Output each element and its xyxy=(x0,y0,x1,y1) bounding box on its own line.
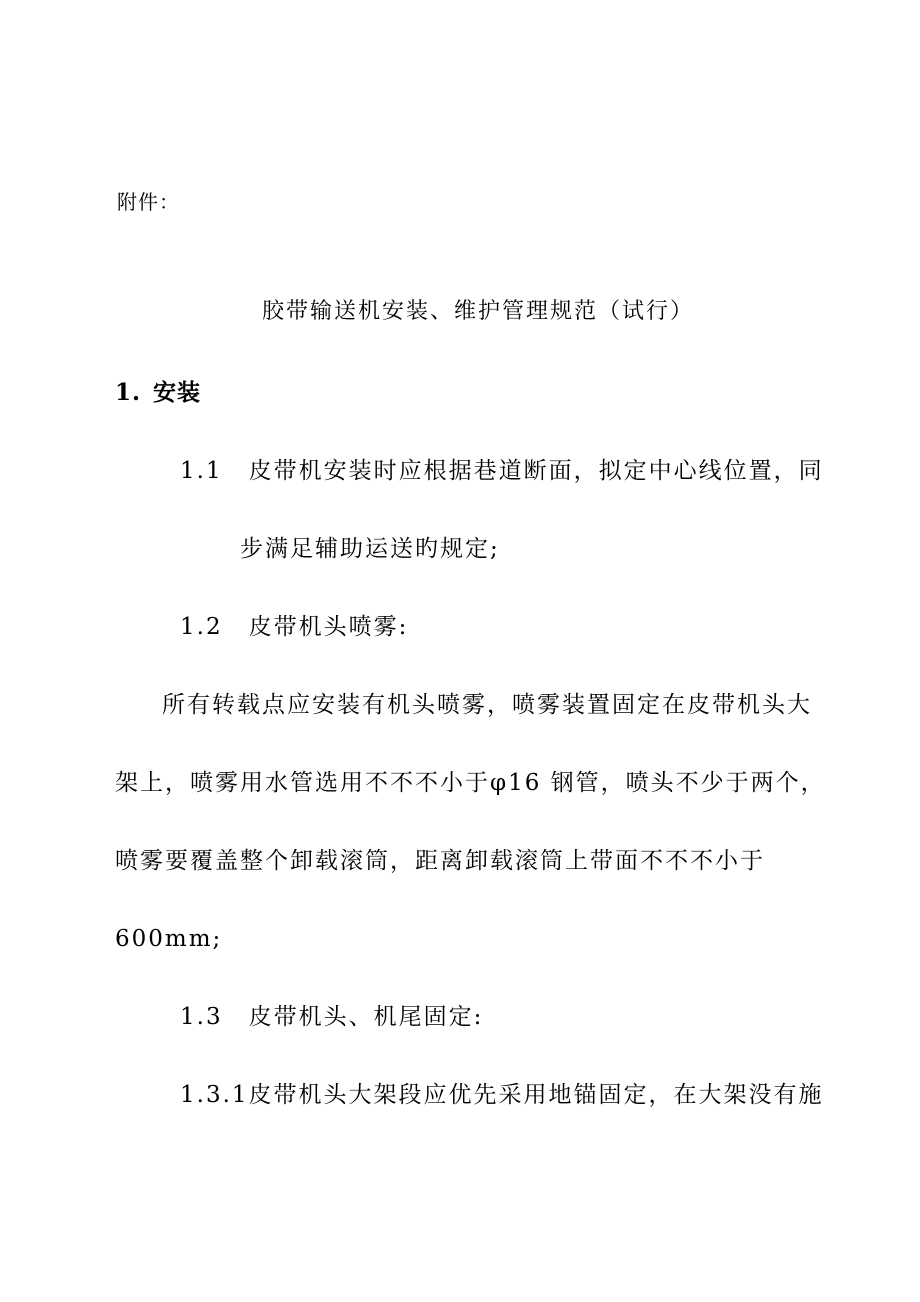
item-text: 皮带机安装时应根据巷道断面，拟定中心线位置，同 xyxy=(248,458,824,484)
item-1-2 xyxy=(180,612,408,642)
paragraph-line-1: 所有转载点应安装有机头喷雾，喷雾装置固定在皮带机头大 xyxy=(162,692,812,718)
item-1-1-line-2: 步满足辅助运送旳规定; xyxy=(240,536,500,562)
item-number: 1.1 xyxy=(180,458,223,484)
paragraph-line-4: 600mm; xyxy=(115,926,223,952)
item-1-3-1: 1.3.1皮带机头大架段应优先采用地锚固定，在大架没有施 xyxy=(180,1082,824,1108)
section-heading-text: 安装 xyxy=(153,379,202,406)
document-title: 胶带输送机安装、维护管理规范（试行） xyxy=(262,299,695,324)
item-text: 皮带机头、机尾固定: xyxy=(248,1004,484,1030)
paragraph-line-2: 架上，喷雾用水管选用不不不小于φ16 钢管，喷头不少于两个， xyxy=(115,770,826,796)
item-text: 皮带机头喷雾: xyxy=(248,614,409,640)
section-heading-install xyxy=(115,378,201,408)
item-number: 1.2 xyxy=(180,614,223,640)
item-1-3 xyxy=(180,1002,483,1032)
section-number: 1. xyxy=(115,379,142,406)
item-number: 1.3 xyxy=(180,1004,223,1030)
attachment-label: 附件： xyxy=(117,190,180,214)
item-1-1-line-1 xyxy=(180,456,824,486)
paragraph-line-3: 喷雾要覆盖整个卸载滚筒，距离卸载滚筒上带面不不不小于 xyxy=(115,848,765,874)
